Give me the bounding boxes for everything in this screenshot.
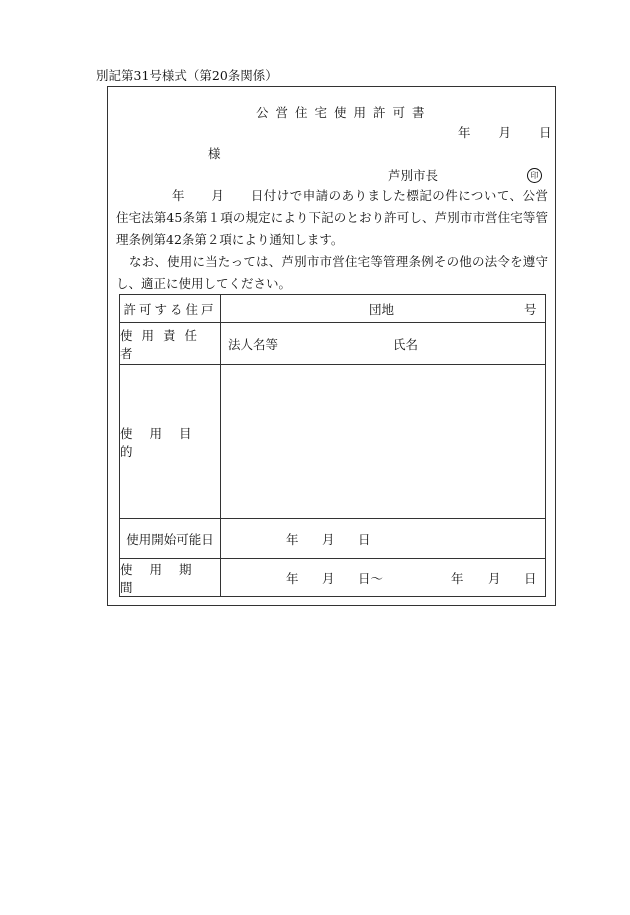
- label-purpose: 使用目的: [120, 365, 221, 518]
- corp-name-label: 法人名等: [228, 336, 279, 352]
- period-end-year: 年: [451, 570, 464, 586]
- permit-table: [119, 294, 546, 597]
- issue-year: 年: [458, 125, 471, 140]
- row-purpose: [120, 365, 545, 519]
- label-responsible: 使用責任者: [120, 323, 221, 364]
- row-responsible: [120, 323, 545, 365]
- period-start-day: 日～: [358, 570, 384, 586]
- person-name-label: 氏名: [393, 336, 419, 352]
- period-end-month: 月: [488, 570, 501, 586]
- period-end-day: 日: [524, 570, 537, 586]
- notice-year: 年: [172, 188, 185, 203]
- issue-date: [458, 127, 552, 140]
- form-caption: 別記第31号様式（第20条関係）: [96, 68, 278, 83]
- issue-day: 日: [539, 125, 552, 140]
- addressee-suffix: 様: [208, 146, 221, 161]
- row-dwelling: [120, 295, 545, 323]
- period-start-year: 年: [286, 570, 299, 586]
- issue-month: 月: [498, 125, 512, 140]
- notice-month: 月: [210, 188, 225, 203]
- label-period: 使用期間: [120, 559, 221, 596]
- notice-paragraph-2: なお、使用に当たっては、芦別市市営住宅等管理条例その他の法令を遵守し、適正に使用してください。: [116, 254, 548, 291]
- notice-paragraph-1: [116, 185, 548, 251]
- period-start-month: 月: [322, 570, 335, 586]
- row-start-date: [120, 519, 545, 559]
- label-dwelling: 許可する住戸: [120, 295, 221, 322]
- label-start-date: 使用開始可能日: [120, 519, 221, 558]
- permit-form: [107, 86, 556, 606]
- start-year: 年: [286, 531, 299, 547]
- seal-mark: 印: [527, 168, 542, 183]
- danchi-label: 団地: [369, 301, 395, 317]
- issuer-name: 芦別市長: [388, 168, 439, 183]
- go-label: 号: [524, 301, 537, 317]
- form-title: 公営住宅使用許可書: [256, 105, 432, 120]
- start-month: 月: [322, 531, 335, 547]
- notice-rest: 日付けで申請のありました標記の件について、公営住宅法第45条第１項の規定により下記のとおり許可し、芦別市市営住宅等管理条例第42条第２項により通知します。: [116, 188, 548, 247]
- row-period: [120, 559, 545, 596]
- start-day: 日: [358, 531, 371, 547]
- notice-text: [116, 185, 548, 295]
